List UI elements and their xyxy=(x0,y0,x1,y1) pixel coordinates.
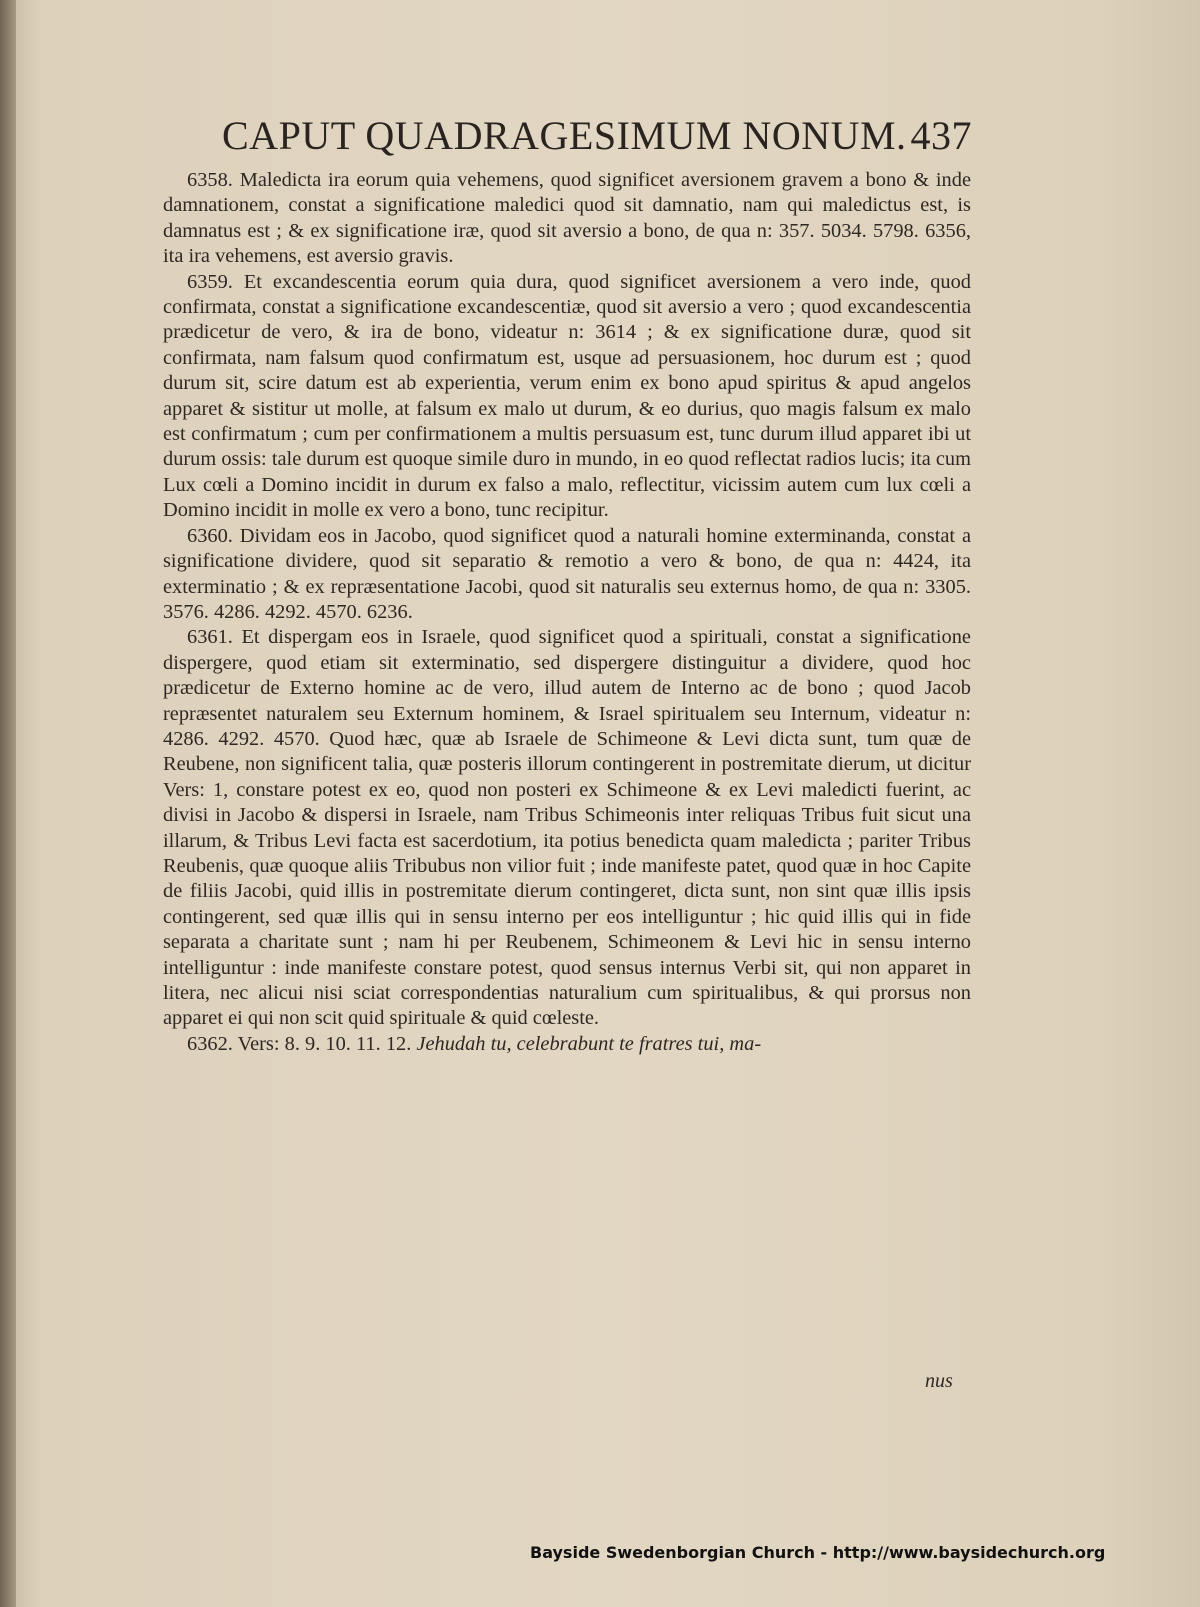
paragraph-6362 xyxy=(163,1032,971,1057)
body-text xyxy=(163,168,971,1057)
paragraph-6361 xyxy=(163,625,971,1032)
paragraph-6359 xyxy=(163,270,971,524)
footer-credit: Bayside Swedenborgian Church - http://www.baysidechurch.org xyxy=(530,1543,1106,1562)
paragraph-6358 xyxy=(163,168,971,270)
page-number: 437 xyxy=(910,113,972,158)
paragraph-text: Maledicta ira eorum quia vehemens, quod significet aversionem gravem a bono & inde damnationem, constat a significatione maledici quod sit damnatio, nam qui maledictus est, is damnatus est ; & ex significatione iræ, quod sit aversio a bono, de qua n: 357. 5034. 5798. 6356, ita ira vehemens, est aversio gravis. xyxy=(163,169,971,268)
paragraph-number: 6361. xyxy=(187,626,233,649)
paragraph-number: 6359. xyxy=(187,270,233,293)
paragraph-text: Et excandescentia eorum quia dura, quod significet aversionem a vero inde, quod confirmata, constat a significatione excandescentiæ, quod sit aversio a vero ; quod excandescentia prædicetur de vero, & ira de bono, videatur n: 3614 ; & ex significatione duræ, quod sit confirmata, nam falsum quod confirmatum est, usque ad persuasionem, hoc durum est ; quod durum sit, scire datum est ab experientia, verum enim ex bono apud spiritus & apud angelos apparet & sistitur ut molle, at falsum ex malo ut durum, & eo durius, quo magis falsum ex malo est confirmatum ; cum per confirmationem a multis persuasum est, tunc durum illud apparet ibi ut durum ossis: tale durum est quoque simile duro in mundo, in eo quod reflectat radios lucis; ita cum Lux cœli a Domino incidit in durum ex falso a malo, reflectitur, vicissim autem cum lux cœli a Domino incidit in molle ex vero a bono, tunc recipitur. xyxy=(163,270,971,522)
running-header xyxy=(222,112,972,159)
paragraph-italic-text: Jehudah tu, celebrabunt te fratres tui, ma- xyxy=(416,1032,762,1055)
paragraph-6360 xyxy=(163,524,971,626)
paragraph-number: 6360. xyxy=(187,524,233,547)
paragraph-number: 6358. xyxy=(187,169,233,191)
paragraph-text: Vers: 8. 9. 10. 11. 12. xyxy=(237,1032,412,1055)
book-spine-shadow xyxy=(0,0,16,1607)
paragraph-text: Et dispergam eos in Israele, quod significet quod a spirituali, constat a significatione dispergere, quod etiam sit exterminatio, sed dispergere distinguitur a dividere, quod hoc prædicetur de Externo homine ac de vero, illud autem de Interno ac de bono ; quod Jacob repræsentet naturalem seu Externum hominem, & Israel spiritualem seu Internum, videatur n: 4286. 4292. 4570. Quod hæc, quæ ab Israele de Schimeone & Levi dicta sunt, tum quæ de Reubene, non significent talia, quæ posteris illorum contingerent in postremitate dierum, ut dicitur Vers: 1, constare potest ex eo, quod non posteri ex Schimeone & ex Levi maledicti fuerint, ac divisi in Jacobo & dispersi in Israele, nam Tribus Schimeonis inter reliquas Tribus fuit sicut una illarum, & Tribus Levi facta est sacerdotium, ita potius benedicta quam maledicta ; pariter Tribus Reubenis, quæ quoque aliis Tribubus non vilior fuit ; inde manifeste patet, quod quæ in hoc Capite de filiis Jacobi, quid illis in postremitate dierum contingeret, dicta sunt, non sint quæ illis ipsis contingerent, sed quæ illis qui in sensu interno per eos intelliguntur ; hic quid illis qui in fide separata a charitate sunt ; nam hi per Reubenem, Schimeonem & Levi hic in sensu interno intelliguntur : inde manifeste constare potest, quod sensus internus Verbi sit, qui non apparet in litera, nec alicui nisi sciat correspondentias naturalium cum spiritualibus, & qui prorsus non apparet ei qui non scit quid spirituale & quid cœleste. xyxy=(163,626,971,1030)
chapter-title: CAPUT QUADRAGESIMUM NONUM. xyxy=(222,113,907,158)
catchword: nus xyxy=(925,1370,953,1392)
paragraph-number: 6362. xyxy=(187,1032,233,1055)
paragraph-text: Dividam eos in Jacobo, quod significet quod a naturali homine exterminanda, constat a significatione dividere, quod sit separatio & remotio a vero & bono, de qua n: 4424, ita exterminatio ; & ex repræsentatione Jacobi, quod sit naturalis seu externus homo, de qua n: 3305. 3576. 4286. 4292. 4570. 6236. xyxy=(163,524,971,623)
